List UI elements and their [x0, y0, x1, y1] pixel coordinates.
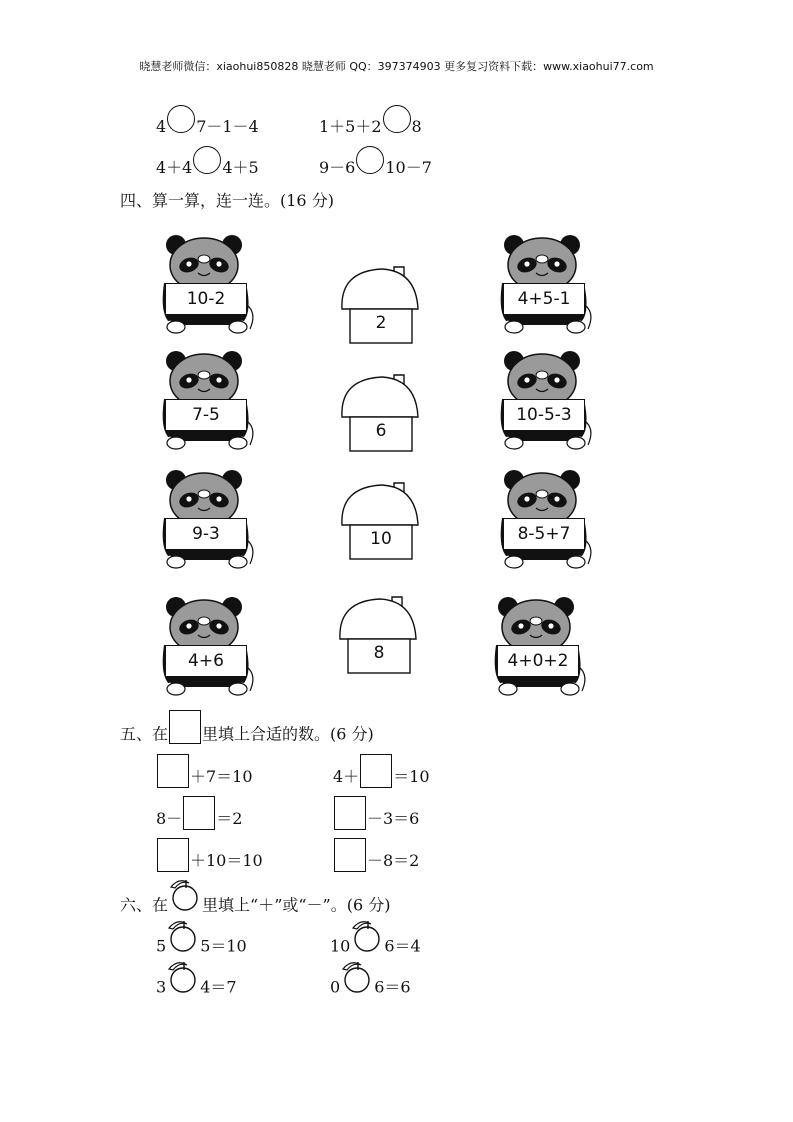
panda-expression: 8-5+7: [503, 518, 585, 550]
eq-before: 0: [330, 977, 341, 997]
panda-card[interactable]: [162, 593, 254, 698]
eq-before: 5: [156, 936, 167, 956]
house-number: 6: [375, 421, 387, 441]
compare-left: 4: [156, 117, 167, 136]
panda-card[interactable]: [162, 231, 254, 336]
answer-circle[interactable]: [383, 105, 411, 133]
title-text: 里填上“＋”或“－”。(6 分): [202, 895, 391, 915]
panda-expression: 7-5: [165, 399, 247, 431]
answer-box[interactable]: [157, 754, 189, 788]
eq-after: ＝10: [393, 767, 430, 786]
eq-after: ＝2: [216, 809, 243, 828]
answer-box[interactable]: [334, 838, 366, 872]
eq-before: 4＋: [333, 767, 360, 786]
eq-before: 10: [330, 936, 351, 956]
compare-item: [319, 113, 422, 141]
eq-after: 6＝6: [374, 977, 411, 997]
eq-after: 4＝7: [200, 977, 237, 997]
house-card[interactable]: [336, 595, 418, 681]
compare-right: 4＋5: [222, 158, 259, 177]
fill-item: [333, 844, 419, 878]
panda-expression: 4+6: [165, 645, 247, 677]
answer-box[interactable]: [360, 754, 392, 788]
answer-circle[interactable]: [193, 146, 221, 174]
panda-card[interactable]: [494, 593, 586, 698]
house-card[interactable]: [338, 265, 420, 351]
panda-expression: 10-2: [165, 283, 247, 315]
compare-item: [156, 113, 259, 141]
eq-before: 3: [156, 977, 167, 997]
fill-item: [156, 968, 237, 1007]
title-text: 六、在: [120, 895, 169, 915]
apple-icon: [169, 878, 201, 918]
fill-item: [333, 760, 430, 794]
title-text: 五、在: [120, 724, 169, 744]
house-number: 8: [373, 643, 385, 663]
compare-left: 1＋5＋2: [319, 117, 382, 136]
compare-right: 7－1－4: [196, 117, 259, 136]
compare-item: [319, 154, 432, 182]
compare-item: [156, 154, 259, 182]
panda-expression: 4+0+2: [497, 645, 579, 677]
fill-item: [156, 802, 242, 836]
answer-box[interactable]: [157, 838, 189, 872]
compare-left: 9－6: [319, 158, 356, 177]
panda-card[interactable]: [162, 466, 254, 571]
compare-left: 4＋4: [156, 158, 193, 177]
eq-after: 6＝4: [384, 936, 421, 956]
apple-answer-icon[interactable]: [167, 919, 199, 958]
house-card[interactable]: [338, 373, 420, 459]
fill-item: [330, 968, 411, 1007]
apple-answer-icon[interactable]: [351, 919, 383, 958]
compare-right: 10－7: [385, 158, 432, 177]
eq-after: ＋10＝10: [190, 851, 263, 870]
panda-expression: 4+5-1: [503, 283, 585, 315]
box-symbol: [169, 710, 201, 744]
compare-right: 8: [411, 117, 422, 136]
fill-item: [333, 802, 419, 836]
panda-expression: 10-5-3: [503, 399, 585, 431]
house-card[interactable]: [338, 481, 420, 567]
answer-circle[interactable]: [356, 146, 384, 174]
house-number: 2: [375, 313, 387, 333]
panda-card[interactable]: [500, 347, 592, 452]
answer-circle[interactable]: [167, 105, 195, 133]
apple-answer-icon[interactable]: [167, 960, 199, 999]
section-4-title: 四、算一算，连一连。(16 分): [120, 191, 334, 210]
title-text: 里填上合适的数。(6 分): [202, 724, 374, 744]
page-header: 晓慧老师微信：xiaohui850828 晓慧老师 QQ：397374903 更多复习资料下载：www.xiaohui77.com: [139, 60, 654, 73]
section-6-title: [120, 886, 391, 926]
section-5-title: [120, 718, 374, 752]
panda-card[interactable]: [500, 466, 592, 571]
answer-box[interactable]: [334, 796, 366, 830]
eq-after: ＋7＝10: [190, 767, 253, 786]
apple-answer-icon[interactable]: [341, 960, 373, 999]
eq-after: 5＝10: [200, 936, 247, 956]
panda-card[interactable]: [500, 231, 592, 336]
house-number: 10: [370, 529, 392, 549]
eq-after: －8＝2: [367, 851, 420, 870]
fill-item: [156, 760, 253, 794]
eq-before: 8－: [156, 809, 183, 828]
panda-expression: 9-3: [165, 518, 247, 550]
fill-item: [156, 844, 263, 878]
eq-after: －3＝6: [367, 809, 420, 828]
answer-box[interactable]: [183, 796, 215, 830]
panda-card[interactable]: [162, 347, 254, 452]
